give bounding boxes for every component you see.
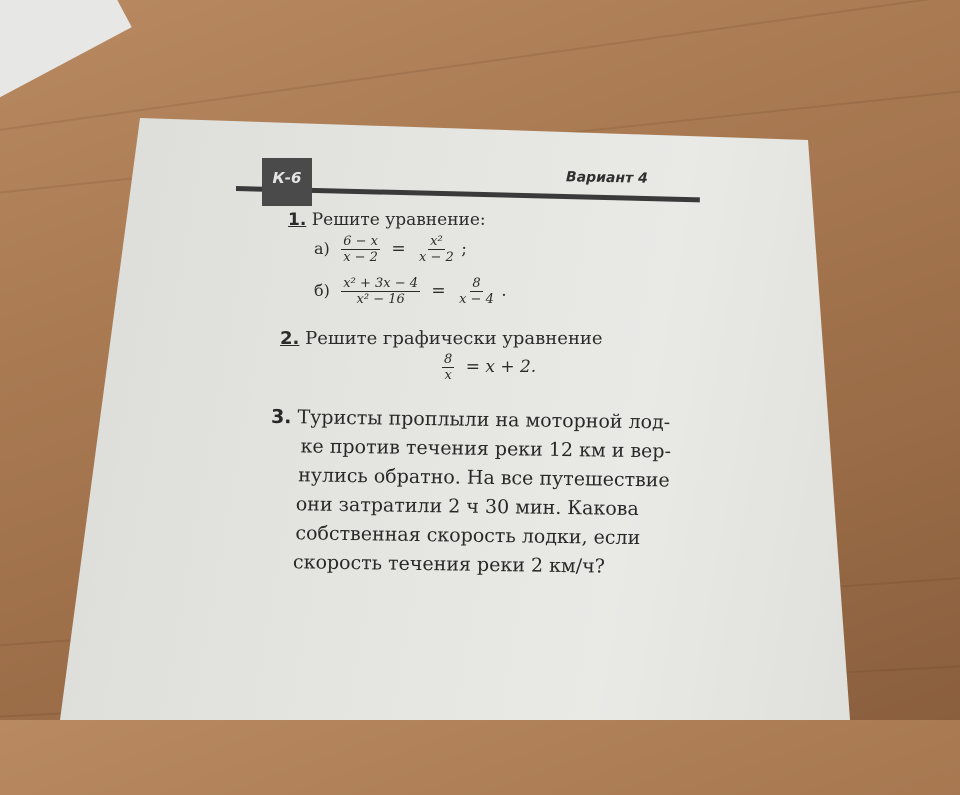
numerator: x² [430, 234, 443, 249]
fraction [442, 352, 454, 383]
denominator: x [444, 368, 452, 383]
task3-text [269, 403, 716, 583]
task-prompt: Решите уравнение: [311, 210, 486, 230]
fraction [457, 276, 496, 307]
numerator: x² + 3x − 4 [343, 276, 419, 291]
denominator: x − 4 [459, 292, 494, 307]
equals-sign: = [391, 239, 406, 259]
equation-rest: = x + 2. [465, 357, 537, 377]
fraction [341, 234, 380, 265]
variant-label: Вариант 4 [565, 169, 648, 187]
item-label: а) [314, 239, 330, 258]
task-prompt: Решите графически уравнение [305, 328, 603, 349]
numerator: 8 [444, 352, 453, 367]
equation-a [314, 234, 467, 265]
item-label: б) [314, 281, 330, 300]
text-content: Туристы проплыли на моторной лод- [297, 406, 671, 434]
numerator: 6 − x [343, 234, 378, 249]
punctuation: ; [461, 239, 467, 259]
punctuation: . [501, 281, 507, 301]
task1-heading [288, 210, 486, 230]
task-number: 1. [288, 210, 307, 230]
numerator: 8 [472, 276, 481, 291]
denominator: x − 2 [419, 250, 454, 265]
denominator: x − 2 [343, 250, 378, 265]
fraction [417, 234, 456, 265]
task-number: 2. [280, 328, 300, 349]
denominator: x² − 16 [356, 292, 405, 307]
text-line: ке против течения реки 12 км и вер- [300, 435, 672, 463]
text-line: нулись обратно. На все путешествие [298, 464, 670, 492]
task-number: 3. [270, 405, 292, 429]
fraction [341, 276, 420, 307]
task2-heading [280, 328, 603, 349]
equation-b [314, 276, 507, 307]
text-line: они затратили 2 ч 30 мин. Какова [295, 493, 639, 521]
equals-sign: = [431, 281, 446, 301]
test-badge: К-6 [262, 158, 312, 206]
text-line: собственная скорость лодки, если [295, 522, 641, 550]
text-line: скорость течения реки 2 км/ч? [292, 551, 606, 578]
equation-2 [442, 352, 536, 383]
